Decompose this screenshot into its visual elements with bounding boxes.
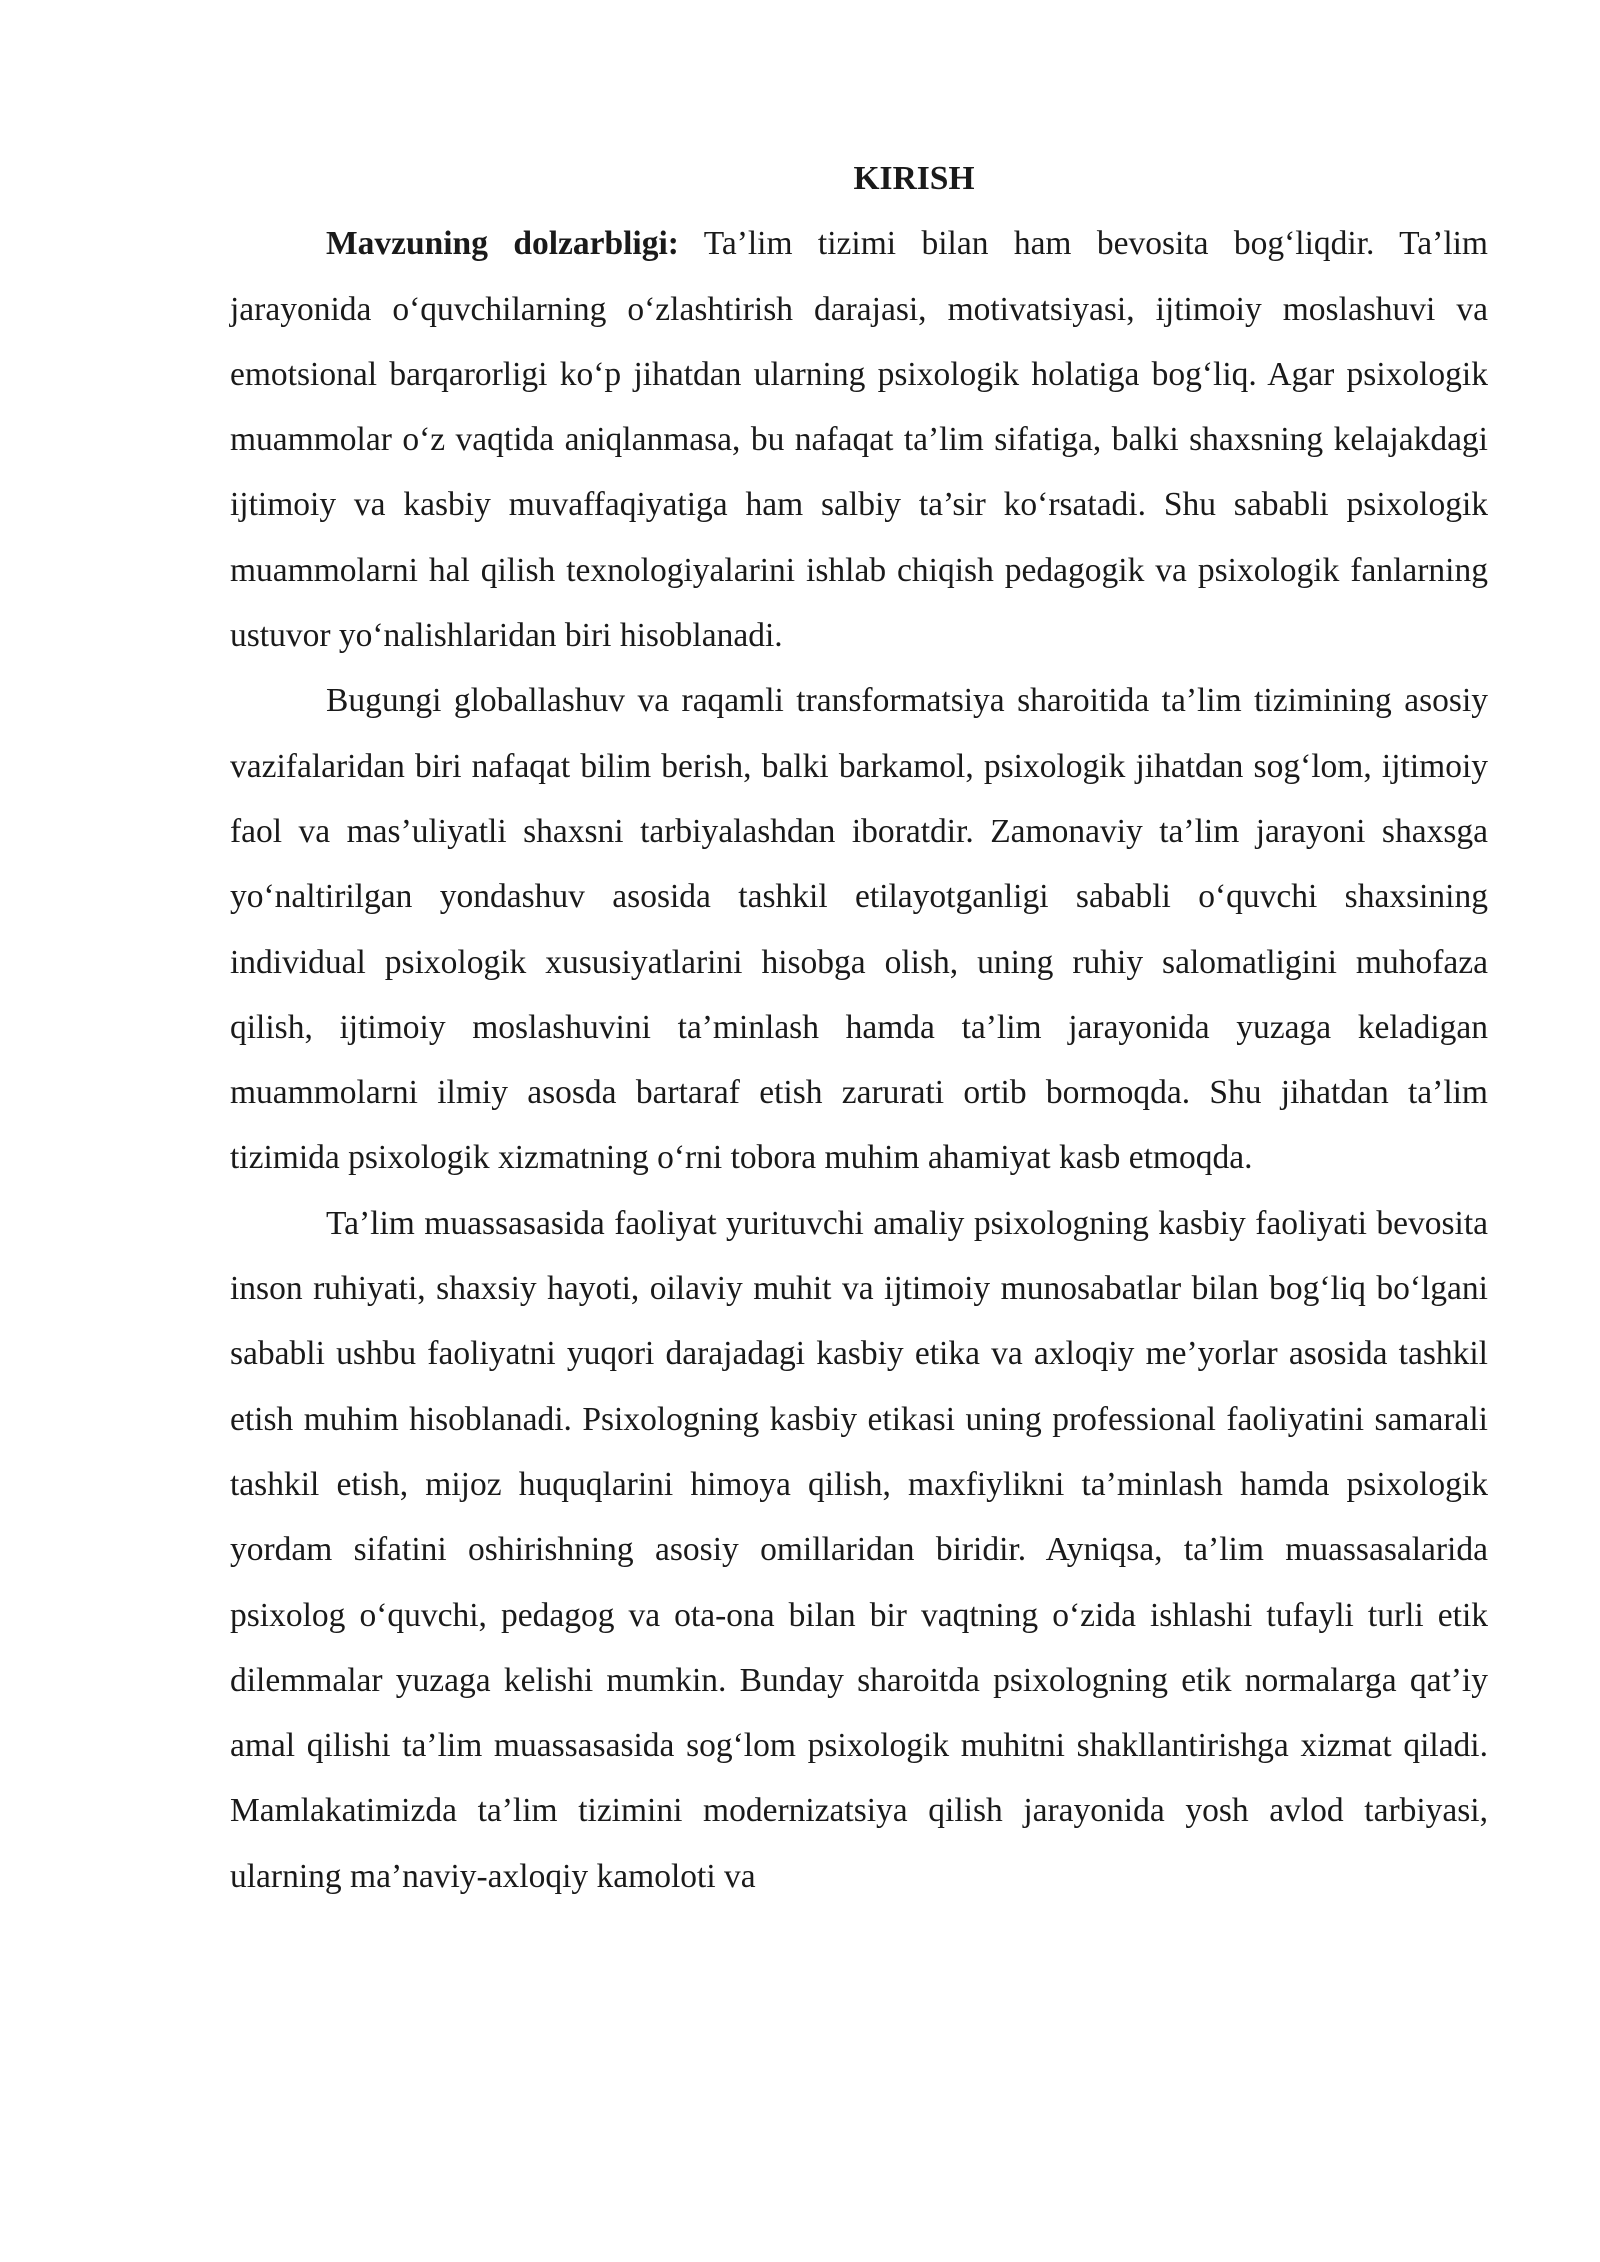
paragraph-relevance [230,211,1488,668]
paragraph-globalization [230,668,1488,1190]
paragraph-psychologist-ethics [230,1191,1488,1909]
paragraph-text: Ta’lim muassasasida faoliyat yurituvchi amaliy psixologning kasbiy faoliyati bevosita inson ruhiyati, shaxsiy hayoti, oilaviy muhit va ijtimoiy munosabatlar bilan bog‘liq bo‘lgani sababli ushbu faoliyatni yuqori darajadagi kasbiy etika va axloqiy me’yorlar asosida tashkil etish muhim hisoblanadi. Psixologning kasbiy etikasi uning professional faoliyatini samarali tashkil etish, mijoz huquqlarini himoya qilish, maxfiylikni ta’minlash hamda psixologik yordam sifatini oshirishning asosiy omillaridan biridir. Ayniqsa, ta’lim muassasalarida psixolog o‘quvchi, pedagog va ota-ona bilan bir vaqtning o‘zida ishlashi tufayli turli etik dilemmalar yuzaga kelishi mumkin. Bunday sharoitda psixologning etik normalarga qat’iy amal qilishi ta’lim muassasasida sog‘lom psixologik muhitni shakllantirishga xizmat qiladi. Mamlakatimizda ta’lim tizimini modernizatsiya qilish jarayonida yosh avlod tarbiyasi, ularning ma’naviy-axloqiy kamoloti va [230,1204,1488,1895]
paragraph-text: Ta’lim tizimi bilan ham bevosita bog‘liqdir. Ta’lim jarayonida o‘quvchilarning o‘zlashtirish darajasi, motivatsiyasi, ijtimoiy moslashuvi va emotsional barqarorligi ko‘p jihatdan ularning psixologik holatiga bog‘liq. Agar psixologik muammolar o‘z vaqtida aniqlanmasa, bu nafaqat ta’lim sifatiga, balki shaxsning kelajakdagi ijtimoiy va kasbiy muvaffaqiyatiga ham salbiy ta’sir ko‘rsatadi. Shu sababli psixologik muammolarni hal qilish texnologiyalarini ishlab chiqish pedagogik va psixologik fanlarning ustuvor yo‘nalishlaridan biri hisoblanadi. [230,225,1488,655]
paragraph-lead: Mavzuning dolzarbligi: [326,225,679,263]
document-body [230,146,1488,1909]
section-title: KIRISH [853,160,975,197]
paragraph-text: Bugungi globallashuv va raqamli transformatsiya sharoitida ta’lim tizimining asosiy vazifalaridan biri nafaqat bilim berish, balki barkamol, psixologik jihatdan sog‘lom, ijtimoiy faol va mas’uliyatli shaxsni tarbiyalashdan iboratdir. Zamonaviy ta’lim jarayoni shaxsga yo‘naltirilgan yondashuv asosida tashkil etilayotganligi sababli o‘quvchi shaxsining individual psixologik xususiyatlarini hisobga olish, uning ruhiy salomatligini muhofaza qilish, ijtimoiy moslashuvini ta’minlash hamda ta’lim jarayonida yuzaga keladigan muammolarni ilmiy asosda bartaraf etish zarurati ortib bormoqda. Shu jihatdan ta’lim tizimida psixologik xizmatning o‘rni tobora muhim ahamiyat kasb etmoqda. [230,682,1488,1177]
